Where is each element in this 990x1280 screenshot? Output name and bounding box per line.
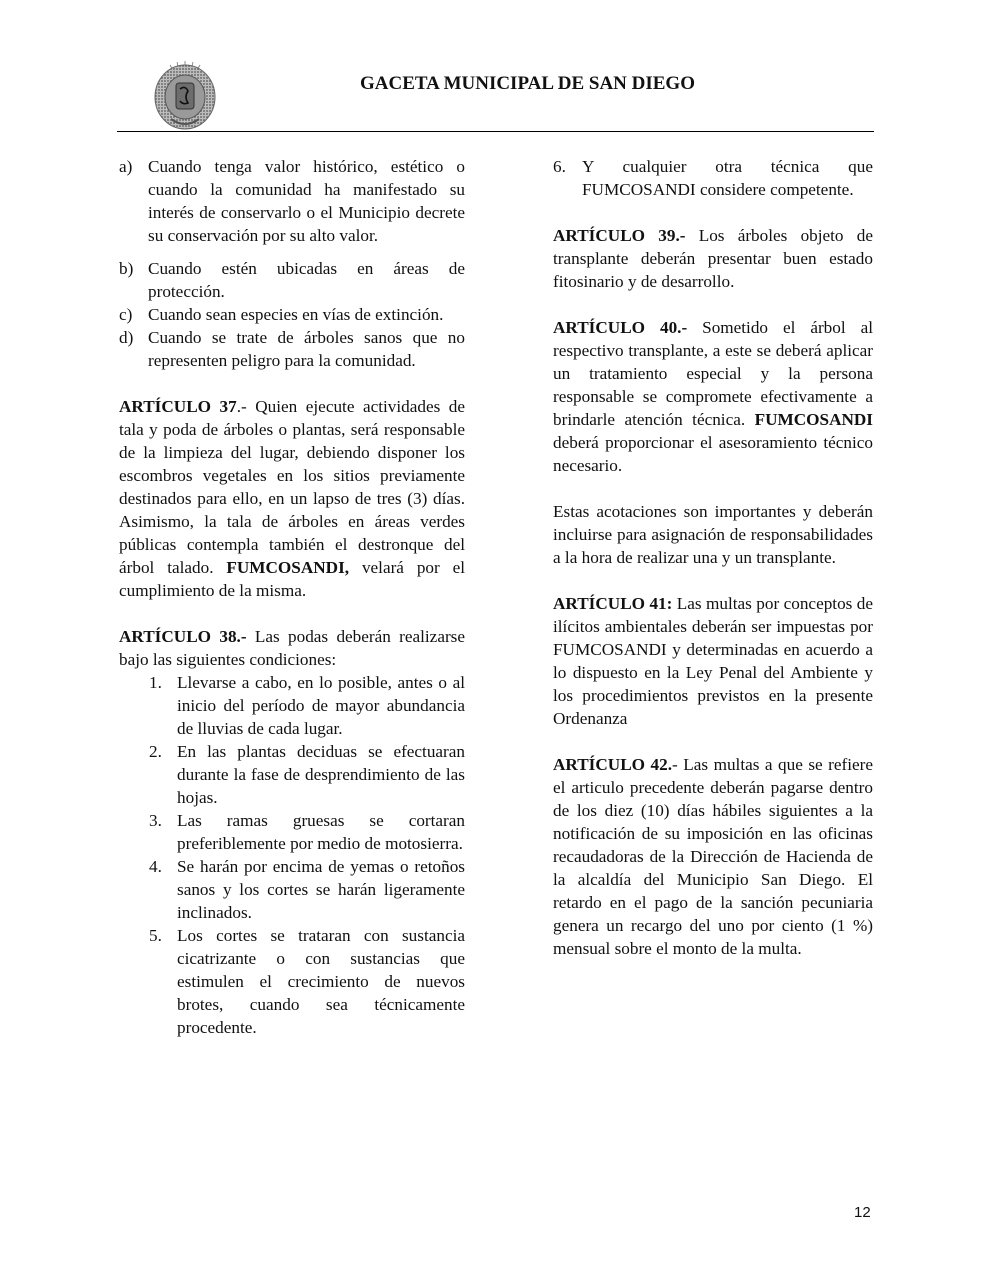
list-marker: 1. [149,673,162,692]
list-item-text: En las plantas deciduas se efectuaran durante la fase de desprendimiento de las hojas. [177,742,465,807]
article-heading: ARTÍCULO 37 [119,397,237,416]
list-item-text: Los cortes se trataran con sustancia cicatrizante o con sustancias que estimulen el crecimiento de nuevos brotes, cuando sea técnicamente procedente. [177,926,465,1037]
right-column [553,155,873,960]
article-text: deberá proporcionar el asesoramiento técnico necesario. [553,433,873,475]
list-marker: 3. [149,811,162,830]
article-42 [553,753,873,960]
list-item [119,740,465,809]
article-37 [119,395,465,602]
header-divider [117,131,874,132]
list-item [119,809,465,855]
article-39 [553,224,873,293]
article-38 [119,625,465,671]
article-text: .- Quien ejecute actividades de tala y poda de árboles o plantas, será responsable de la limpieza del lugar, debiendo disponer los escombros vegetales en los sitios previamente destinados para ello, en un lapso de tres (3) días. Asimismo, la tala de árboles en áreas verdes públicas contempla también el destronque del árbol talado. [119,397,465,577]
article-text: - Las multas a que se refiere el articulo precedente deberán pagarse dentro de los diez (10) días hábiles siguientes a la notificación de su imposición en las oficinas recaudadoras de la Dirección de Hacienda de la alcaldía del Municipio San Diego. El retardo en el pago de la sanción pecuniaria genera un recargo del uno por ciento (1 %) mensual sobre el monto de la multa. [553,755,874,958]
article-text: velará por el cumplimiento de la misma. [119,558,466,600]
list-item-text: Llevarse a cabo, en lo posible, antes o al inicio del período de mayor abundancia de lluvias de cada lugar. [177,673,465,738]
entity-name: FUMCOSANDI [754,410,873,429]
page-number: 12 [854,1204,871,1221]
conservation-criteria-list [119,155,465,372]
list-item-text: Se harán por encima de yemas o retoños sanos y los cortes se harán ligeramente inclinados. [177,857,465,922]
list-marker: a) [119,157,133,176]
pruning-conditions-list-continued [553,155,873,201]
list-marker: d) [119,328,134,347]
article-heading: ARTÍCULO 41: [553,594,673,613]
article-heading: ARTÍCULO 38.- [119,627,247,646]
list-marker: 5. [149,926,162,945]
gazette-title: GACETA MUNICIPAL DE SAN DIEGO [359,73,695,94]
list-item [119,855,465,924]
list-item-text: Cuando tenga valor histórico, estético o cuando la comunidad ha manifestado su interés de conservarlo o el Municipio decrete su conservación por su alto valor. [148,157,465,245]
article-text: Sometido el árbol al respectivo transplante, a este se deberá aplicar un tratamiento especial y la persona responsable se compromete efectivamente a brindarle atención técnica. [553,318,873,429]
list-item-text: Cuando sean especies en vías de extinción. [148,305,444,324]
list-item-text: Las ramas gruesas se cortaran preferiblemente por medio de motosierra. [177,811,465,853]
municipal-coat-of-arms-icon [149,59,221,131]
list-marker: b) [119,259,134,278]
list-marker: 4. [149,857,162,876]
list-item-text: Y cualquier otra técnica que FUMCOSANDI considere competente. [582,157,873,199]
entity-name: FUMCOSANDI, [226,558,350,577]
list-item [119,671,465,740]
article-heading: ARTÍCULO 42. [553,755,673,774]
left-column [119,155,465,1039]
list-item-text: Cuando se trate de árboles sanos que no representen peligro para la comunidad. [148,328,465,370]
list-item [119,303,465,326]
article-41 [553,592,873,730]
list-item [119,924,465,1039]
list-marker: 2. [149,742,162,761]
list-item [119,257,465,303]
list-marker: 6. [553,157,566,176]
article-text: Los árboles objeto de transplante deberán presentar buen estado fitosinario y de desarrollo. [553,226,873,291]
article-heading: ARTÍCULO 40.- [553,318,688,337]
article-heading: ARTÍCULO 39.- [553,226,686,245]
article-text: Las multas por conceptos de ilícitos ambientales deberán ser impuestas por FUMCOSANDI y determinadas en acuerdo a lo dispuesto en la Ley Penal del Ambiente y los procedimientos previstos en la presente Ordenanza [553,594,873,728]
page-header [117,55,874,133]
list-item [553,155,873,201]
pruning-conditions-list [119,671,465,1039]
annotation-note: Estas acotaciones son importantes y deberán incluirse para asignación de responsabilidades a la hora de realizar una y un transplante. [553,502,873,567]
article-text: Las podas deberán realizarse bajo las siguientes condiciones: [119,627,465,669]
list-item [119,326,465,372]
article-40 [553,316,873,477]
list-marker: c) [119,305,133,324]
list-item [119,155,465,247]
list-item-text: Cuando estén ubicadas en áreas de protección. [148,259,465,301]
